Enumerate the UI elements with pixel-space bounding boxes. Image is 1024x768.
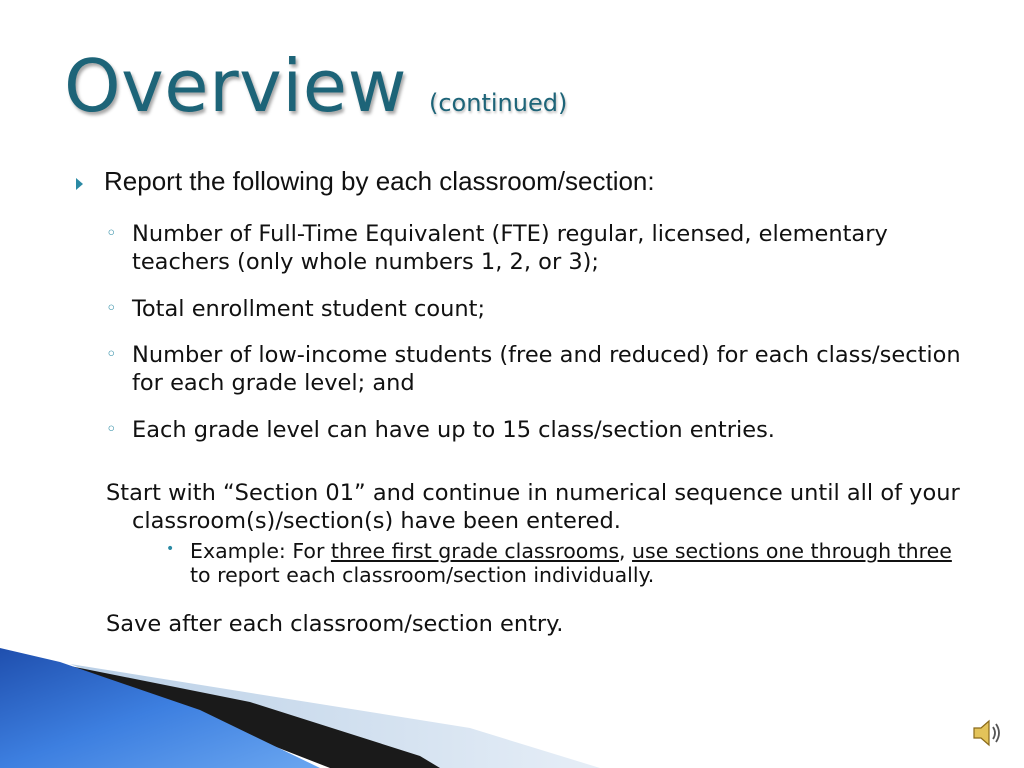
circle-bullet-icon: ◦ bbox=[106, 419, 117, 440]
speaker-icon[interactable] bbox=[970, 716, 1004, 750]
main-bullet-text: Report the following by each classroom/section: bbox=[104, 166, 655, 196]
list-item bbox=[106, 220, 986, 276]
save-paragraph bbox=[106, 610, 976, 638]
circle-bullet-icon: ◦ bbox=[106, 298, 117, 319]
circle-bullet-icon: ◦ bbox=[106, 344, 117, 365]
list-item-text: Total enrollment student count; bbox=[132, 296, 486, 322]
list-item-text: Number of low-income students (free and reduced) for each class/section for each grade level; and bbox=[132, 342, 961, 396]
dot-bullet-icon: • bbox=[166, 541, 175, 557]
triangle-arrow-icon bbox=[76, 178, 83, 190]
list-item bbox=[106, 341, 986, 397]
list-item-text: Each grade level can have up to 15 class/section entries. bbox=[132, 417, 775, 443]
title-suffix: (continued) bbox=[428, 89, 568, 117]
list-item bbox=[106, 416, 986, 444]
title-main: Overview bbox=[64, 44, 407, 128]
example-item bbox=[166, 539, 966, 587]
example-link-sections[interactable]: use sections one through three bbox=[632, 539, 952, 563]
list-item bbox=[106, 295, 986, 323]
example-text bbox=[190, 539, 966, 587]
example-link-classrooms[interactable]: three first grade classrooms bbox=[330, 539, 619, 563]
example-comma: , bbox=[619, 539, 633, 563]
example-prefix: Example: For bbox=[190, 539, 331, 563]
start-text: Start with “Section 01” and continue in numerical sequence until all of your classroom(s)/section(s) have been entered. bbox=[106, 480, 960, 534]
save-text: Save after each classroom/section entry. bbox=[106, 611, 564, 637]
circle-bullet-icon: ◦ bbox=[106, 223, 117, 244]
start-paragraph bbox=[106, 479, 976, 535]
slide-title bbox=[64, 44, 567, 128]
example-suffix: to report each classroom/section individually. bbox=[190, 563, 655, 587]
list-item-text: Number of Full-Time Equivalent (FTE) regular, licensed, elementary teachers (only whole numbers 1, 2, or 3); bbox=[132, 221, 888, 275]
